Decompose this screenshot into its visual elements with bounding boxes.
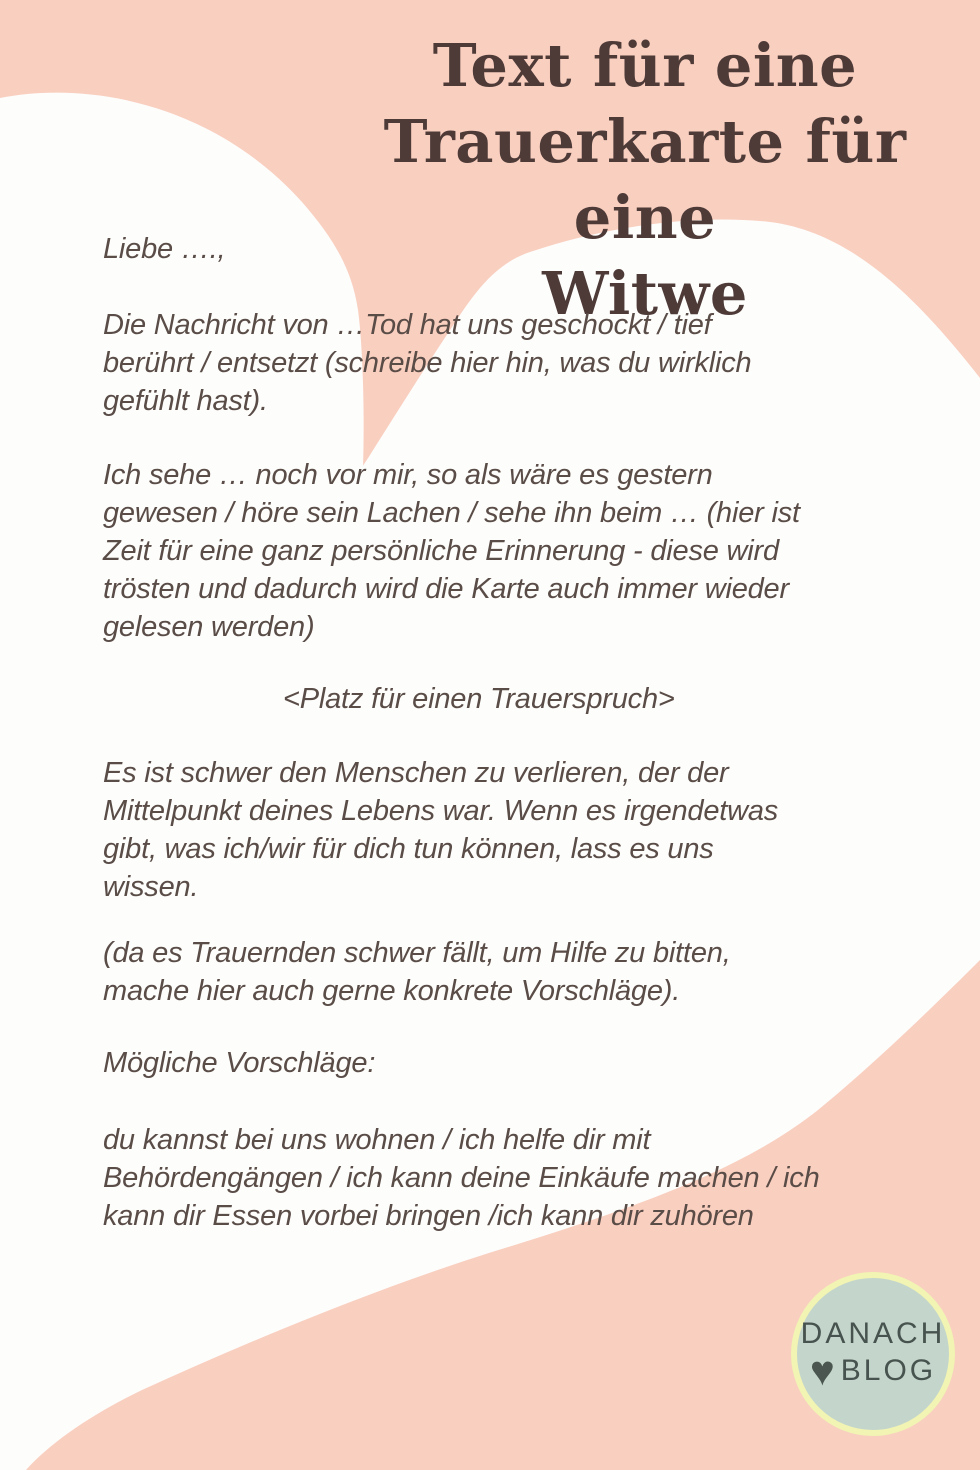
paragraph-quote-placeholder	[283, 680, 675, 718]
logo-text-blog: BLOG	[840, 1354, 937, 1387]
text-line: Es ist schwer den Menschen zu verlieren, der der	[103, 757, 729, 789]
text-line: Liebe ….,	[103, 233, 226, 265]
poster-title-line: Witwe	[542, 259, 748, 328]
text-line: Mögliche Vorschläge:	[103, 1047, 376, 1079]
text-line: du kannst bei uns wohnen / ich helfe dir mit	[103, 1124, 651, 1156]
paragraph-suggestions	[103, 1121, 820, 1235]
text-line: Die Nachricht von …Tod hat uns geschockt / tief	[103, 309, 712, 341]
text-line: berührt / entsetzt (schreibe hier hin, was du wirklich	[103, 347, 752, 379]
text-line: gefühlt hast).	[103, 385, 268, 417]
text-line: gelesen werden)	[103, 611, 315, 643]
poster-title-line: Text für eine	[432, 31, 858, 100]
text-line: (da es Trauernden schwer fällt, um Hilfe zu bitten,	[103, 937, 731, 969]
text-line: <Platz für einen Trauerspruch>	[283, 683, 675, 715]
text-line: trösten und dadurch wird die Karte auch immer wieder	[103, 573, 789, 605]
text-line: kann dir Essen vorbei bringen /ich kann dir zuhören	[103, 1200, 754, 1232]
paragraph-news	[103, 306, 751, 420]
paragraph-memory	[103, 456, 800, 646]
text-line: Zeit für eine ganz persönliche Erinnerung - diese wird	[103, 535, 779, 567]
text-line: mache hier auch gerne konkrete Vorschläge).	[103, 975, 681, 1007]
text-line: gibt, was ich/wir für dich tun können, lass es uns	[103, 833, 714, 865]
text-line: gewesen / höre sein Lachen / sehe ihn beim … (hier ist	[103, 497, 800, 529]
paragraph-suggestions-heading	[103, 1044, 375, 1082]
logo-text-danach: DANACH	[800, 1317, 946, 1350]
poster-title	[310, 28, 980, 332]
logo-text-blog-row	[809, 1347, 937, 1394]
poster-title-line: Trauerkarte für eine	[383, 107, 907, 252]
paragraph-help-note	[103, 934, 731, 1010]
paragraph-condolence	[103, 754, 778, 906]
paragraph-salutation	[103, 230, 225, 268]
text-line: wissen.	[103, 871, 199, 903]
text-line: Behördengängen / ich kann deine Einkäufe machen / ich	[103, 1162, 820, 1194]
heart-fingerprint-icon: ♥	[809, 1347, 838, 1394]
danach-blog-logo-badge	[791, 1272, 955, 1436]
text-line: Ich sehe … noch vor mir, so als wäre es gestern	[103, 459, 713, 491]
text-line: Mittelpunkt deines Lebens war. Wenn es irgendetwas	[103, 795, 779, 827]
